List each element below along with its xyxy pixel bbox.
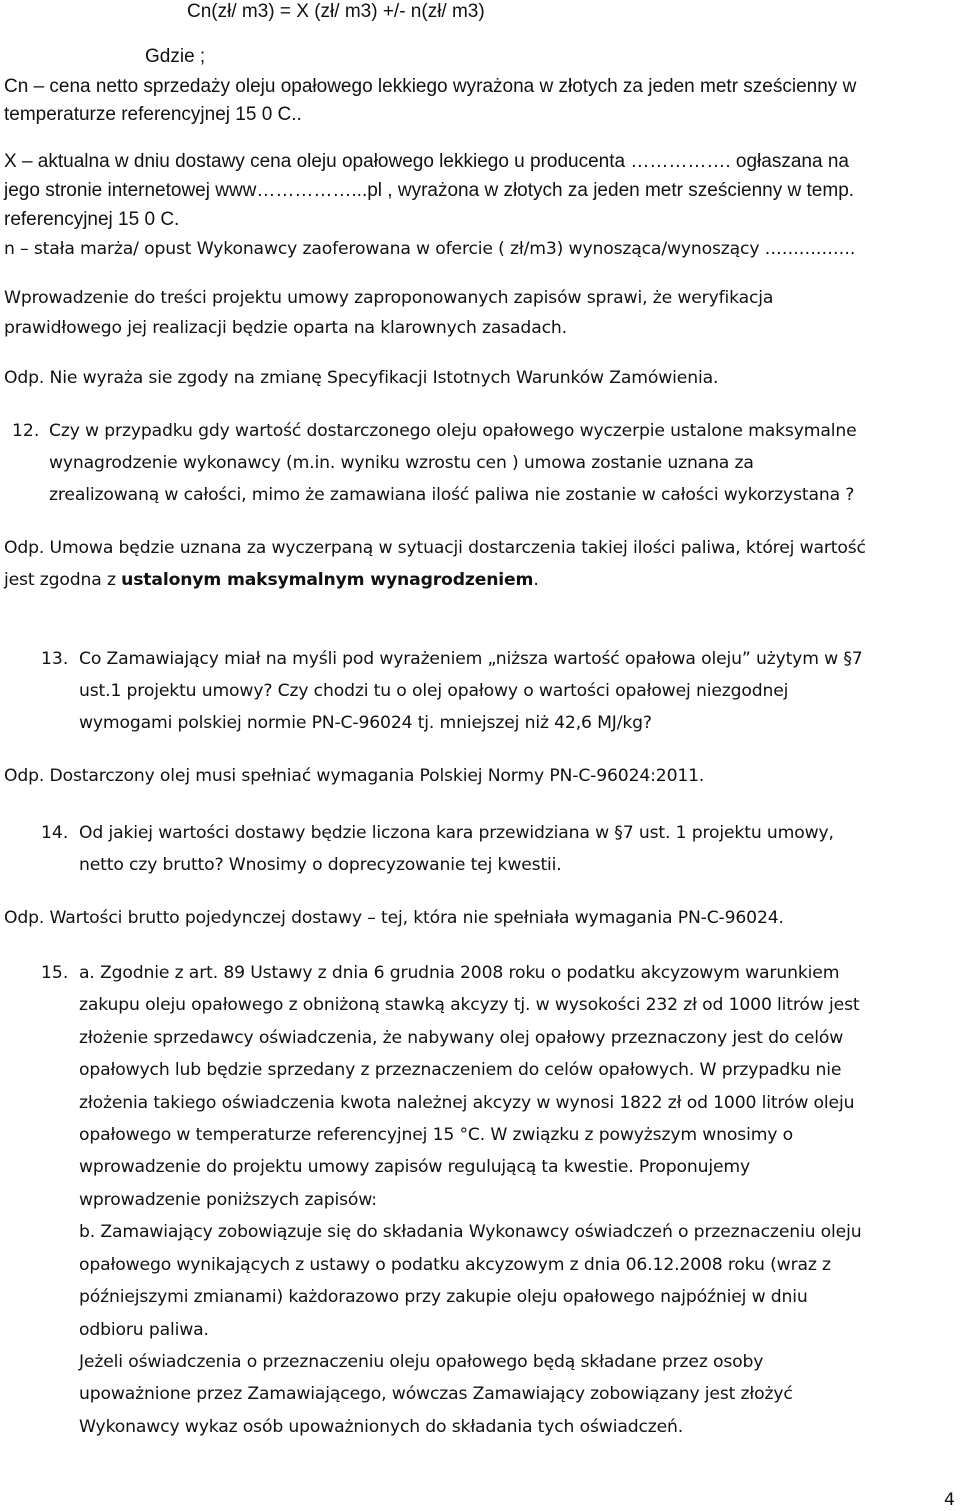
question-15-line: opałowego wynikających z ustawy o podatku akcyzowym z dnia 06.12.2008 roku (wraz z <box>79 1255 831 1275</box>
where-label: Gdzie ; <box>145 46 206 67</box>
question-15-line: Wykonawcy wykaz osób upoważnionych do składania tych oświadczeń. <box>79 1417 684 1437</box>
question-15-line: Jeżeli oświadczenia o przeznaczeniu oleju opałowego będą składane przez osoby <box>79 1352 764 1372</box>
intro-line-2: prawidłowego jej realizacji będzie oparta na klarownych zasadach. <box>4 318 567 338</box>
question-12-line-2: wynagrodzenie wykonawcy (m.in. wyniku wzrostu cen ) umowa zostanie uznana za <box>49 453 754 473</box>
definition-x-line-1: X – aktualna w dniu dostawy cena oleju opałowego lekkiego u producenta ……………. ogłaszana na <box>4 151 849 172</box>
definition-n-line-1: n – stała marża/ opust Wykonawcy zaoferowana w ofercie ( zł/m3) wynosząca/wynoszący ……………. <box>4 239 856 259</box>
question-15-line: zakupu oleju opałowego z obniżoną stawką akcyzy tj. w wysokości 232 zł od 1000 litrów jest <box>79 995 860 1015</box>
question-15-line: b. Zamawiający zobowiązuje się do składania Wykonawcy oświadczeń o przeznaczeniu oleju <box>79 1222 862 1242</box>
question-13-line-2: ust.1 projektu umowy? Czy chodzi tu o olej opałowy o wartości opałowej niezgodnej <box>79 681 789 701</box>
definition-x-line-3: referencyjnej 15 0 C. <box>4 209 180 230</box>
question-12-line-1: Czy w przypadku gdy wartość dostarczonego oleju opałowego wyczerpie ustalone maksymalne <box>49 421 857 441</box>
question-14-number: 14. <box>41 823 69 843</box>
question-15-line: odbioru paliwa. <box>79 1320 209 1340</box>
question-15-line: późniejszymi zmianami) każdorazowo przy zakupie oleju opałowego najpóźniej w dniu <box>79 1287 808 1307</box>
question-15-line: opałowego w temperaturze referencyjnej 15 °C. W związku z powyższym wnosimy o <box>79 1125 794 1145</box>
question-15-line: wprowadzenie do projektu umowy zapisów regulującą ta kwestie. Proponujemy <box>79 1157 751 1177</box>
question-15-line: złożenie sprzedawcy oświadczenia, że nabywany olej opałowy przeznaczony jest do celów <box>79 1028 844 1048</box>
question-15-line: upoważnione przez Zamawiającego, wówczas Zamawiający zobowiązany jest złożyć <box>79 1384 793 1404</box>
question-15-line: złożenia takiego oświadczenia kwota należnej akcyzy w wynosi 1822 zł od 1000 litrów oleju <box>79 1093 855 1113</box>
answer-11: Odp. Nie wyraża sie zgody na zmianę Specyfikacji Istotnych Warunków Zamówienia. <box>4 368 719 388</box>
price-formula: Cn(zł/ m3) = X (zł/ m3) +/- n(zł/ m3) <box>187 1 485 22</box>
answer-12-line-2 <box>4 569 539 591</box>
answer-12-line-1: Odp. Umowa będzie uznana za wyczerpaną w sytuacji dostarczenia takiej ilości paliwa, której wartość <box>4 538 866 558</box>
page-number: 4 <box>944 1490 955 1510</box>
question-14-line-2: netto czy brutto? Wnosimy o doprecyzowanie tej kwestii. <box>79 855 562 875</box>
question-14-line-1: Od jakiej wartości dostawy będzie liczona kara przewidziana w §7 ust. 1 projektu umowy, <box>79 823 834 843</box>
answer-12-text: jest zgodna z <box>4 570 122 590</box>
definition-cn-line-1: Cn – cena netto sprzedaży oleju opałowego lekkiego wyrażona w złotych za jeden metr sześcienny w <box>4 76 857 97</box>
question-13-line-3: wymogami polskiej normie PN-C-96024 tj. mniejszej niż 42,6 MJ/kg? <box>79 713 652 733</box>
question-12-line-3: zrealizowaną w całości, mimo że zamawiana ilość paliwa nie zostanie w całości wykorzystana ? <box>49 485 855 505</box>
question-15-line: wprowadzenie poniższych zapisów: <box>79 1190 377 1210</box>
answer-13: Odp. Dostarczony olej musi spełniać wymagania Polskiej Normy PN-C-96024:2011. <box>4 766 705 786</box>
definition-cn-line-2: temperaturze referencyjnej 15 0 C.. <box>4 104 302 125</box>
answer-12-bold-text: ustalonym maksymalnym wynagrodzeniem <box>121 570 534 590</box>
intro-line-1: Wprowadzenie do treści projektu umowy zaproponowanych zapisów sprawi, że weryfikacja <box>4 288 774 308</box>
question-13-line-1: Co Zamawiający miał na myśli pod wyrażeniem „niższa wartość opałowa oleju” użytym w §7 <box>79 649 863 669</box>
question-15-line: opałowych lub będzie sprzedany z przeznaczeniem do celów opałowych. W przypadku nie <box>79 1060 842 1080</box>
question-15-number: 15. <box>41 963 69 983</box>
answer-14: Odp. Wartości brutto pojedynczej dostawy – tej, która nie spełniała wymagania PN-C-96024. <box>4 908 784 928</box>
question-13-number: 13. <box>41 649 69 669</box>
question-12-number: 12. <box>12 421 40 441</box>
answer-12-period: . <box>533 570 539 590</box>
definition-x-line-2: jego stronie internetowej www……………...pl , wyrażona w złotych za jeden metr sześcienny w temp. <box>4 180 855 201</box>
question-15-line: a. Zgodnie z art. 89 Ustawy z dnia 6 grudnia 2008 roku o podatku akcyzowym warunkiem <box>79 963 840 983</box>
